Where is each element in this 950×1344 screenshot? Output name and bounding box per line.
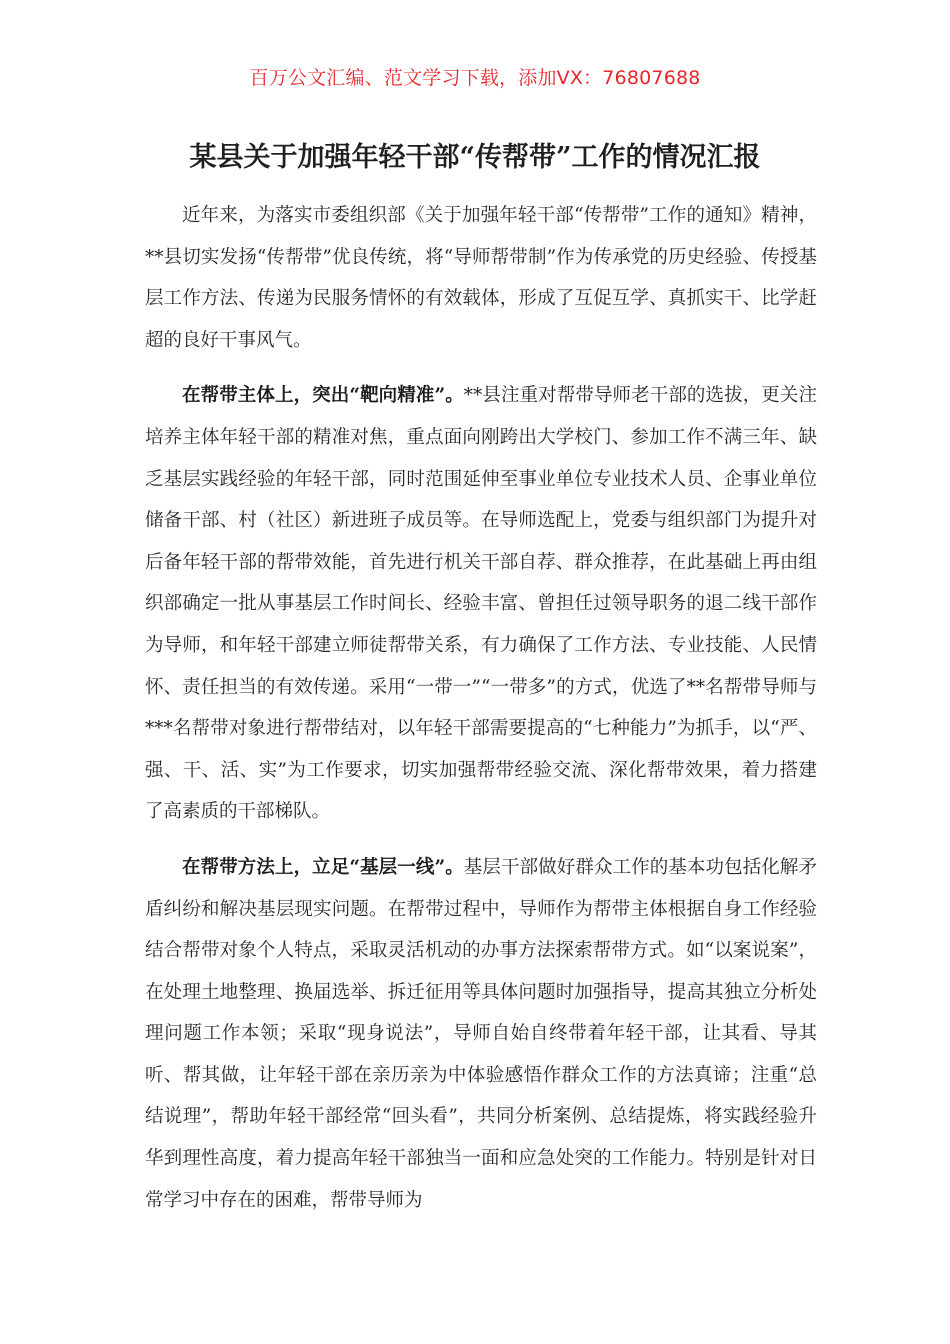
paragraph-lead: 在帮带方法上，立足“基层一线”。 xyxy=(182,856,464,878)
paragraph-intro xyxy=(145,195,817,361)
paragraph-method xyxy=(145,847,817,1221)
paragraph-text: 近年来，为落实市委组织部《关于加强年轻干部“传帮带”工作的通知》精神，**县切实发扬“传帮带”优良传统，将“导师帮带制”作为传承党的历史经验、传授基层工作方法、传递为民服务情怀的有效载体，形成了互促互学、真抓实干、比学赶超的良好干事风气。 xyxy=(145,205,817,351)
document-body xyxy=(145,195,817,1221)
paragraph-text: **县注重对帮带导师老干部的选拔，更关注培养主体年轻干部的精准对焦，重点面向刚跨出大学校门、参加工作不满三年、缺乏基层实践经验的年轻干部，同时范围延伸至事业单位专业技术人员、企事业单位储备干部、村（社区）新进班子成员等。在导师选配上，党委与组织部门为提升对后备年轻干部的帮带效能，首先进行机关干部自荐、群众推荐，在此基础上再由组织部确定一批从事基层工作时间长、经验丰富、曾担任过领导职务的退二线干部作为导师，和年轻干部建立师徒帮带关系，有力确保了工作方法、专业技能、人民情怀、责任担当的有效传递。采用“一带一”“一带多”的方式，优选了**名帮带导师与***名帮带对象进行帮带结对，以年轻干部需要提高的“七种能力”为抓手，以“严、强、干、活、实”为工作要求，切实加强帮带经验交流、深化帮带效果，着力搭建了高素质的干部梯队。 xyxy=(145,385,817,823)
paragraph-lead: 在帮带主体上，突出“靶向精准”。 xyxy=(182,385,464,407)
paragraph-text: 基层干部做好群众工作的基本功包括化解矛盾纠纷和解决基层现实问题。在帮带过程中，导师作为帮带主体根据自身工作经验结合帮带对象个人特点，采取灵活机动的办事方法探索帮带方式。如“以案说案”，在处理土地整理、换届选举、拆迁征用等具体问题时加强指导，提高其独立分析处理问题工作本领；采取“现身说法”，导师自始自终带着年轻干部，让其看、导其听、帮其做，让年轻干部在亲历亲为中体验感悟作群众工作的方法真谛；注重“总结说理”，帮助年轻干部经常“回头看”，共同分析案例、总结提炼，将实践经验升华到理性高度，着力提高年轻干部独当一面和应急处突的工作能力。特别是针对日常学习中存在的困难，帮带导师为 xyxy=(145,856,817,1211)
watermark-banner: 百万公文汇编、范文学习下载，添加VX：76807688 xyxy=(249,67,701,89)
document-title: 某县关于加强年轻干部“传帮带”工作的情况汇报 xyxy=(189,142,761,173)
paragraph-subject xyxy=(145,375,817,833)
